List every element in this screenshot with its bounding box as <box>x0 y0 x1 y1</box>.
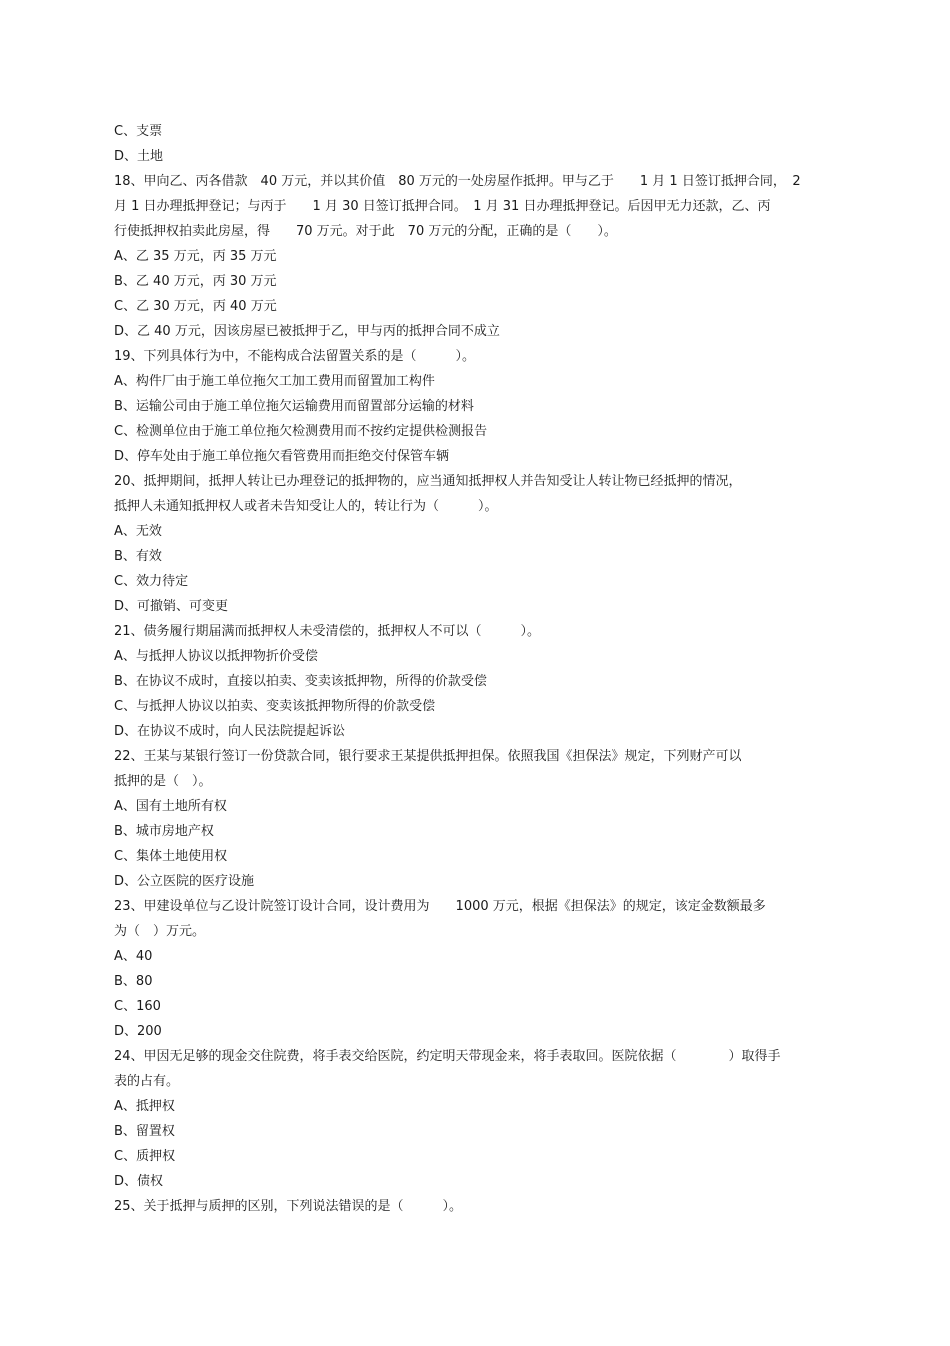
option-line: D、乙 40 万元，因该房屋已被抵押于乙，甲与丙的抵押合同不成立 <box>114 324 500 339</box>
option-line: B、运输公司由于施工单位拖欠运输费用而留置部分运输的材料 <box>114 399 474 414</box>
question-text-block <box>114 119 844 1219</box>
question-24-line: 24、甲因无足够的现金交住院费，将手表交给医院，约定明天带现金来，将手表取回。医院依据（ ）取得手 <box>114 1049 781 1064</box>
option-line: D、200 <box>114 1024 162 1039</box>
text-line: 抵押的是（ ）。 <box>114 774 212 789</box>
question-22-line: 22、王某与某银行签订一份贷款合同，银行要求王某提供抵押担保。依照我国《担保法》规定，下列财产可以 <box>114 749 742 764</box>
question-18-line: 18、甲向乙、丙各借款 40 万元，并以其价值 80 万元的一处房屋作抵押。甲与乙于 1 月 1 日签订抵押合同， 2 <box>114 174 801 189</box>
option-line: A、国有土地所有权 <box>114 799 227 814</box>
option-line: C、160 <box>114 999 161 1014</box>
option-line: C、效力待定 <box>114 574 189 589</box>
option-line: D、公立医院的医疗设施 <box>114 874 255 889</box>
option-line: B、乙 40 万元，丙 30 万元 <box>114 274 277 289</box>
option-line: A、40 <box>114 949 153 964</box>
option-line: B、80 <box>114 974 153 989</box>
option-line: D、债权 <box>114 1174 164 1189</box>
option-line: A、无效 <box>114 524 162 539</box>
text-line: C、支票 <box>114 124 163 139</box>
text-line: 为（ ）万元。 <box>114 924 206 939</box>
option-line: C、与抵押人协议以拍卖、变卖该抵押物所得的价款受偿 <box>114 699 436 714</box>
option-line: B、有效 <box>114 549 162 564</box>
option-line: B、在协议不成时，直接以拍卖、变卖该抵押物，所得的价款受偿 <box>114 674 487 689</box>
option-line: D、在协议不成时，向人民法院提起诉讼 <box>114 724 346 739</box>
option-line: C、质押权 <box>114 1149 176 1164</box>
question-25-line: 25、关于抵押与质押的区别，下列说法错误的是（ ）。 <box>114 1199 463 1214</box>
option-line: A、乙 35 万元，丙 35 万元 <box>114 249 277 264</box>
option-line: D、停车处由于施工单位拖欠看管费用而拒绝交付保管车辆 <box>114 449 450 464</box>
option-line: C、检测单位由于施工单位拖欠检测费用而不按约定提供检测报告 <box>114 424 488 439</box>
option-line: D、可撤销、可变更 <box>114 599 229 614</box>
option-line: C、乙 30 万元，丙 40 万元 <box>114 299 277 314</box>
text-line: 表的占有。 <box>114 1074 180 1089</box>
option-line: A、抵押权 <box>114 1099 175 1114</box>
option-line: A、构件厂由于施工单位拖欠工加工费用而留置加工构件 <box>114 374 435 389</box>
option-line: C、集体土地使用权 <box>114 849 228 864</box>
option-line: B、留置权 <box>114 1124 175 1139</box>
text-line: 行使抵押权拍卖此房屋，得 70 万元。对于此 70 万元的分配，正确的是（ ）。 <box>114 224 617 239</box>
text-line: D、土地 <box>114 149 164 164</box>
question-19-line: 19、下列具体行为中，不能构成合法留置关系的是（ ）。 <box>114 349 476 364</box>
question-20-line: 20、抵押期间，抵押人转让已办理登记的抵押物的，应当通知抵押权人并告知受让人转让物已经抵押的情况， <box>114 474 742 489</box>
question-23-line: 23、甲建设单位与乙设计院签订设计合同，设计费用为 1000 万元，根据《担保法》的规定，该定金数额最多 <box>114 899 766 914</box>
text-line: 抵押人未通知抵押权人或者未告知受让人的，转让行为（ ）。 <box>114 499 498 514</box>
question-21-line: 21、债务履行期届满而抵押权人未受清偿的，抵押权人不可以（ ）。 <box>114 624 541 639</box>
option-line: B、城市房地产权 <box>114 824 214 839</box>
option-line: A、与抵押人协议以抵押物折价受偿 <box>114 649 318 664</box>
text-line: 月 1 日办理抵押登记；与丙于 1 月 30 日签订抵押合同。 1 月 31 日办理抵押登记。后因甲无力还款，乙、丙 <box>114 199 771 214</box>
